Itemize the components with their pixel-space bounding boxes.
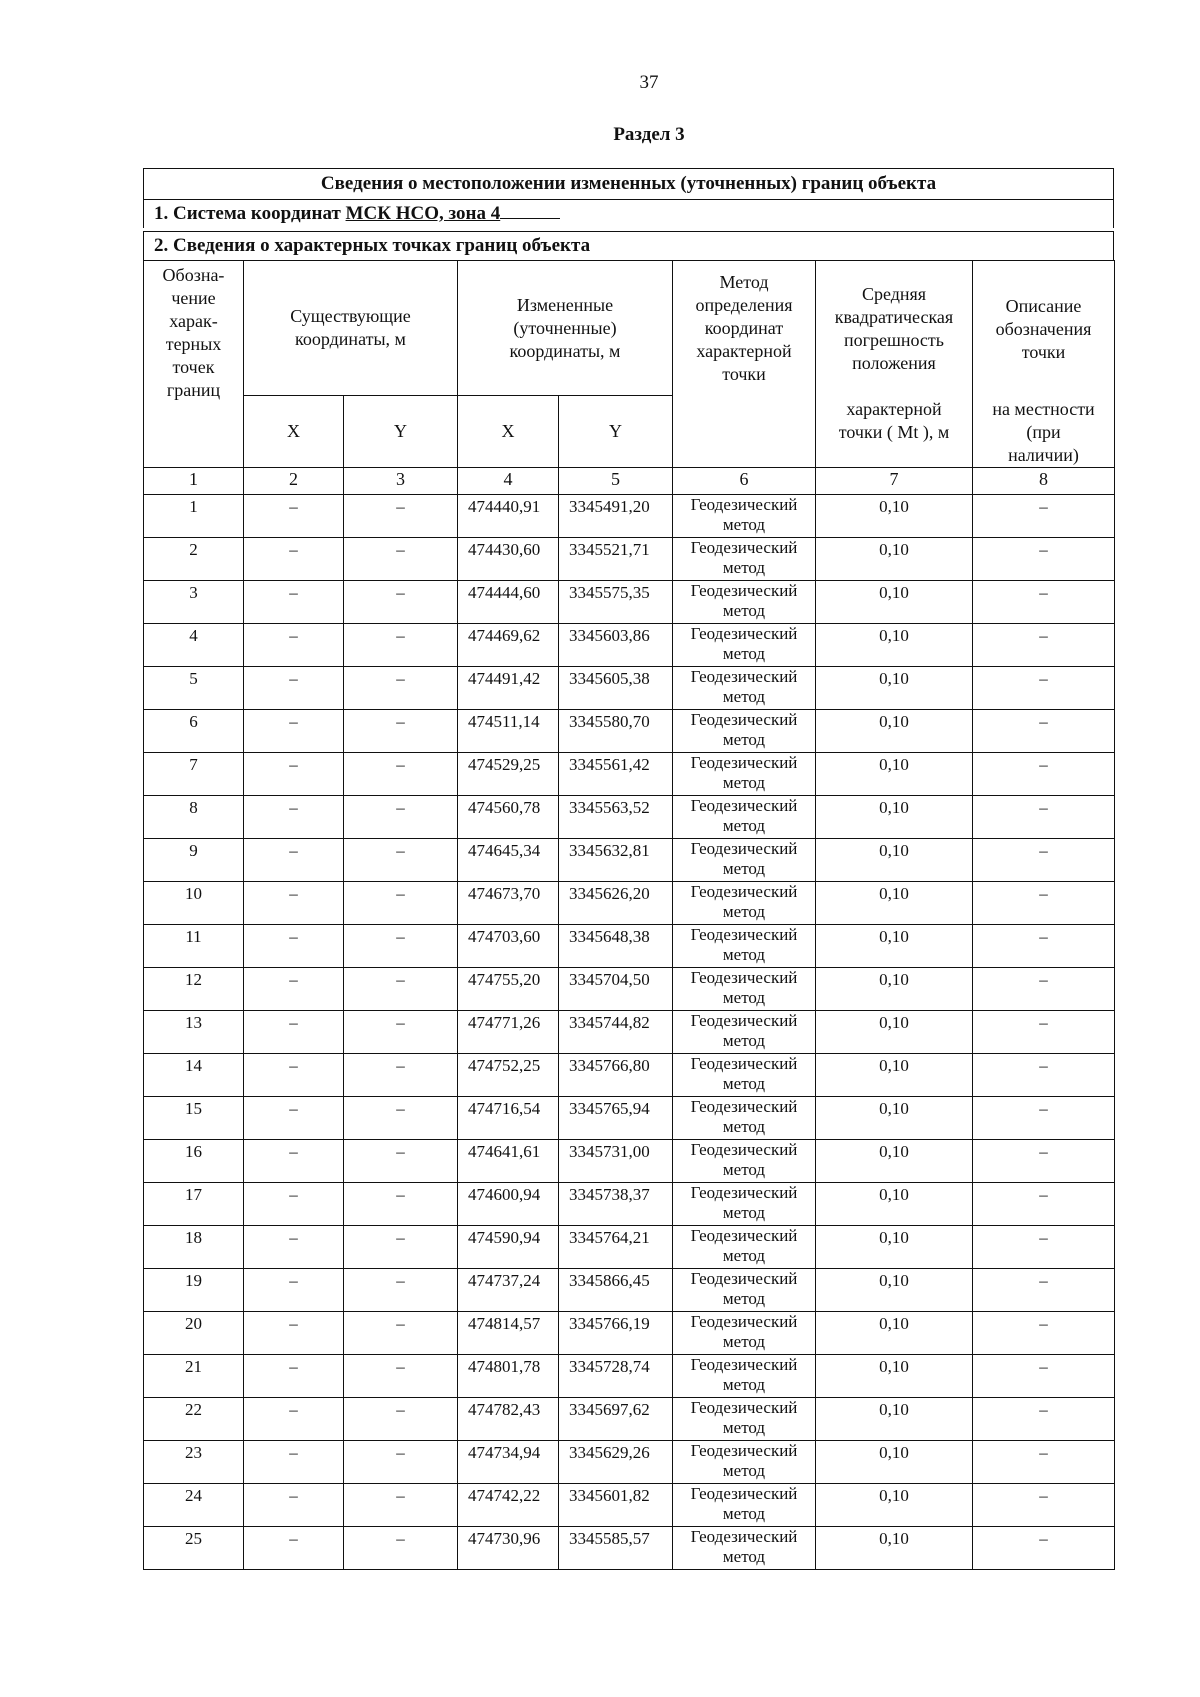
description-cell: – [973,1225,1115,1268]
changed-y-cell: 3345731,00 [559,1139,673,1182]
header-error-continued: характерной точки ( Mt ), м [816,396,973,468]
changed-y-cell: 3345603,86 [559,623,673,666]
changed-x-cell: 474600,94 [458,1182,559,1225]
existing-x-cell: – [244,881,344,924]
changed-y-cell: 3345561,42 [559,752,673,795]
description-cell: – [973,838,1115,881]
point-number-cell: 5 [144,666,244,709]
description-cell: – [973,1397,1115,1440]
existing-x-cell: – [244,580,344,623]
table-row [144,1311,1115,1354]
point-number-cell: 21 [144,1354,244,1397]
error-cell: 0,10 [816,1526,973,1569]
method-cell: Геодезический метод [673,967,816,1010]
description-cell: – [973,1182,1115,1225]
column-number: 6 [673,467,816,494]
existing-y-cell: – [344,1139,458,1182]
changed-y-cell: 3345626,20 [559,881,673,924]
error-cell: 0,10 [816,1397,973,1440]
column-number: 3 [344,467,458,494]
existing-y-cell: – [344,1053,458,1096]
changed-y-cell: 3345738,37 [559,1182,673,1225]
header-changed-y: Y [559,396,673,468]
point-number-cell: 8 [144,795,244,838]
point-number-cell: 10 [144,881,244,924]
point-number-cell: 23 [144,1440,244,1483]
method-cell: Геодезический метод [673,1483,816,1526]
description-cell: – [973,494,1115,537]
block-title: Сведения о местоположении измененных (уточненных) границ объекта [143,168,1114,199]
error-cell: 0,10 [816,1010,973,1053]
changed-y-cell: 3345728,74 [559,1354,673,1397]
existing-y-cell: – [344,494,458,537]
section-title: Раздел 3 [613,124,685,145]
description-cell: – [973,1483,1115,1526]
point-number-cell: 6 [144,709,244,752]
point-number-cell: 16 [144,1139,244,1182]
table-row [144,1354,1115,1397]
description-cell: – [973,666,1115,709]
table-row [144,1526,1115,1569]
description-cell: – [973,623,1115,666]
table-row [144,580,1115,623]
description-cell: – [973,537,1115,580]
page-number: 37 [639,72,659,93]
existing-y-cell: – [344,1268,458,1311]
changed-x-cell: 474737,24 [458,1268,559,1311]
error-cell: 0,10 [816,537,973,580]
existing-y-cell: – [344,1311,458,1354]
error-cell: 0,10 [816,1096,973,1139]
existing-y-cell: – [344,666,458,709]
error-cell: 0,10 [816,838,973,881]
changed-x-cell: 474814,57 [458,1311,559,1354]
method-cell: Геодезический метод [673,1139,816,1182]
error-cell: 0,10 [816,580,973,623]
changed-y-cell: 3345697,62 [559,1397,673,1440]
existing-x-cell: – [244,709,344,752]
point-number-cell: 15 [144,1096,244,1139]
point-number-cell: 3 [144,580,244,623]
existing-x-cell: – [244,1440,344,1483]
changed-x-cell: 474440,91 [458,494,559,537]
changed-y-cell: 3345765,94 [559,1096,673,1139]
column-number: 5 [559,467,673,494]
table-row [144,1096,1115,1139]
existing-y-cell: – [344,580,458,623]
existing-y-cell: – [344,881,458,924]
coordinate-system-prefix: 1. Система координат [154,203,346,224]
description-cell: – [973,1010,1115,1053]
changed-y-cell: 3345585,57 [559,1526,673,1569]
point-number-cell: 12 [144,967,244,1010]
changed-x-cell: 474716,54 [458,1096,559,1139]
method-cell: Геодезический метод [673,1268,816,1311]
changed-y-cell: 3345629,26 [559,1440,673,1483]
existing-x-cell: – [244,1182,344,1225]
changed-y-cell: 3345521,71 [559,537,673,580]
error-cell: 0,10 [816,1182,973,1225]
existing-x-cell: – [244,1053,344,1096]
table-row [144,967,1115,1010]
description-cell: – [973,709,1115,752]
description-cell: – [973,1440,1115,1483]
description-cell: – [973,580,1115,623]
existing-y-cell: – [344,1354,458,1397]
header-description: Описание обозначения точки [973,261,1115,396]
changed-x-cell: 474755,20 [458,967,559,1010]
changed-x-cell: 474444,60 [458,580,559,623]
method-cell: Геодезический метод [673,666,816,709]
point-number-cell: 20 [144,1311,244,1354]
column-number: 2 [244,467,344,494]
existing-x-cell: – [244,1225,344,1268]
method-cell: Геодезический метод [673,1397,816,1440]
changed-x-cell: 474529,25 [458,752,559,795]
existing-x-cell: – [244,537,344,580]
method-cell: Геодезический метод [673,537,816,580]
error-cell: 0,10 [816,623,973,666]
points-table [143,260,1115,1570]
error-cell: 0,10 [816,795,973,838]
point-number-cell: 18 [144,1225,244,1268]
header-changed-coordinates: Измененные (уточненные) координаты, м [458,261,673,396]
existing-y-cell: – [344,924,458,967]
error-cell: 0,10 [816,666,973,709]
changed-x-cell: 474469,62 [458,623,559,666]
underline-blank [500,200,560,219]
existing-x-cell: – [244,1483,344,1526]
points-title: 2. Сведения о характерных точках границ объекта [143,231,1114,260]
table-row [144,623,1115,666]
changed-y-cell: 3345580,70 [559,709,673,752]
column-numbers-row [144,467,1115,494]
error-cell: 0,10 [816,1354,973,1397]
existing-x-cell: – [244,795,344,838]
changed-x-cell: 474730,96 [458,1526,559,1569]
existing-x-cell: – [244,1096,344,1139]
existing-y-cell: – [344,795,458,838]
changed-x-cell: 474430,60 [458,537,559,580]
existing-y-cell: – [344,967,458,1010]
existing-x-cell: – [244,1354,344,1397]
changed-x-cell: 474673,70 [458,881,559,924]
description-cell: – [973,1311,1115,1354]
existing-y-cell: – [344,623,458,666]
changed-x-cell: 474771,26 [458,1010,559,1053]
changed-y-cell: 3345766,19 [559,1311,673,1354]
column-number: 4 [458,467,559,494]
coordinate-system-line [143,199,1114,228]
table-row [144,1483,1115,1526]
header-error: Средняя квадратическая погрешность положения [816,261,973,396]
existing-x-cell: – [244,1311,344,1354]
error-cell: 0,10 [816,967,973,1010]
method-cell: Геодезический метод [673,623,816,666]
table-row [144,1225,1115,1268]
description-cell: – [973,752,1115,795]
existing-y-cell: – [344,1397,458,1440]
point-number-cell: 7 [144,752,244,795]
point-number-cell: 2 [144,537,244,580]
error-cell: 0,10 [816,1268,973,1311]
error-cell: 0,10 [816,1483,973,1526]
error-cell: 0,10 [816,1440,973,1483]
existing-x-cell: – [244,1526,344,1569]
column-number: 1 [144,467,244,494]
existing-x-cell: – [244,752,344,795]
table-row [144,1182,1115,1225]
existing-y-cell: – [344,1526,458,1569]
existing-y-cell: – [344,752,458,795]
method-cell: Геодезический метод [673,752,816,795]
point-number-cell: 19 [144,1268,244,1311]
column-number: 7 [816,467,973,494]
existing-y-cell: – [344,537,458,580]
description-cell: – [973,1096,1115,1139]
existing-y-cell: – [344,1483,458,1526]
changed-x-cell: 474801,78 [458,1354,559,1397]
method-cell: Геодезический метод [673,838,816,881]
point-number-cell: 4 [144,623,244,666]
existing-y-cell: – [344,838,458,881]
method-cell: Геодезический метод [673,494,816,537]
error-cell: 0,10 [816,1225,973,1268]
existing-y-cell: – [344,709,458,752]
changed-x-cell: 474511,14 [458,709,559,752]
table-row [144,1010,1115,1053]
changed-y-cell: 3345704,50 [559,967,673,1010]
table-row [144,666,1115,709]
point-number-cell: 25 [144,1526,244,1569]
changed-y-cell: 3345601,82 [559,1483,673,1526]
error-cell: 0,10 [816,709,973,752]
point-number-cell: 14 [144,1053,244,1096]
method-cell: Геодезический метод [673,1225,816,1268]
changed-x-cell: 474734,94 [458,1440,559,1483]
point-number-cell: 24 [144,1483,244,1526]
method-cell: Геодезический метод [673,1526,816,1569]
header-existing-y: Y [344,396,458,468]
method-cell: Геодезический метод [673,1182,816,1225]
changed-x-cell: 474752,25 [458,1053,559,1096]
changed-y-cell: 3345575,35 [559,580,673,623]
description-cell: – [973,924,1115,967]
changed-x-cell: 474645,34 [458,838,559,881]
error-cell: 0,10 [816,494,973,537]
changed-x-cell: 474782,43 [458,1397,559,1440]
existing-x-cell: – [244,1010,344,1053]
changed-x-cell: 474491,42 [458,666,559,709]
header-description-continued: на местности (при наличии) [973,396,1115,468]
changed-y-cell: 3345866,45 [559,1268,673,1311]
point-number-cell: 11 [144,924,244,967]
existing-x-cell: – [244,967,344,1010]
description-cell: – [973,1053,1115,1096]
existing-x-cell: – [244,623,344,666]
table-row [144,494,1115,537]
description-cell: – [973,881,1115,924]
changed-x-cell: 474742,22 [458,1483,559,1526]
header-changed-x: X [458,396,559,468]
method-cell: Геодезический метод [673,1010,816,1053]
existing-x-cell: – [244,666,344,709]
table-row [144,537,1115,580]
table-row [144,709,1115,752]
existing-y-cell: – [344,1182,458,1225]
existing-y-cell: – [344,1440,458,1483]
point-number-cell: 13 [144,1010,244,1053]
table-row [144,924,1115,967]
error-cell: 0,10 [816,881,973,924]
method-cell: Геодезический метод [673,881,816,924]
existing-x-cell: – [244,1139,344,1182]
description-cell: – [973,1268,1115,1311]
description-cell: – [973,1526,1115,1569]
method-cell: Геодезический метод [673,1440,816,1483]
method-cell: Геодезический метод [673,1311,816,1354]
error-cell: 0,10 [816,1139,973,1182]
method-cell: Геодезический метод [673,924,816,967]
description-cell: – [973,967,1115,1010]
changed-x-cell: 474590,94 [458,1225,559,1268]
changed-y-cell: 3345744,82 [559,1010,673,1053]
point-number-cell: 9 [144,838,244,881]
changed-y-cell: 3345632,81 [559,838,673,881]
error-cell: 0,10 [816,1053,973,1096]
table-row [144,795,1115,838]
header-point-designation: Обозна- чение харак- терных точек границ [144,261,244,468]
existing-x-cell: – [244,838,344,881]
method-cell: Геодезический метод [673,1053,816,1096]
method-cell: Геодезический метод [673,795,816,838]
header-method: Метод определения координат характерной точки [673,261,816,468]
existing-x-cell: – [244,924,344,967]
method-cell: Геодезический метод [673,1354,816,1397]
existing-x-cell: – [244,494,344,537]
existing-y-cell: – [344,1096,458,1139]
error-cell: 0,10 [816,1311,973,1354]
changed-y-cell: 3345648,38 [559,924,673,967]
changed-y-cell: 3345605,38 [559,666,673,709]
table-row [144,1440,1115,1483]
existing-y-cell: – [344,1225,458,1268]
point-number-cell: 17 [144,1182,244,1225]
method-cell: Геодезический метод [673,580,816,623]
table-row [144,752,1115,795]
table-row [144,1268,1115,1311]
table-row [144,838,1115,881]
description-cell: – [973,1139,1115,1182]
description-cell: – [973,1354,1115,1397]
changed-y-cell: 3345764,21 [559,1225,673,1268]
coordinate-system-value: МСК НСО, зона 4 [345,203,501,224]
existing-y-cell: – [344,1010,458,1053]
column-number: 8 [973,467,1115,494]
method-cell: Геодезический метод [673,1096,816,1139]
error-cell: 0,10 [816,752,973,795]
changed-y-cell: 3345491,20 [559,494,673,537]
method-cell: Геодезический метод [673,709,816,752]
table-row [144,1053,1115,1096]
point-number-cell: 1 [144,494,244,537]
changed-x-cell: 474560,78 [458,795,559,838]
existing-x-cell: – [244,1397,344,1440]
table-row [144,1139,1115,1182]
description-cell: – [973,795,1115,838]
changed-y-cell: 3345766,80 [559,1053,673,1096]
table-row [144,881,1115,924]
point-number-cell: 22 [144,1397,244,1440]
header-existing-coordinates: Существующие координаты, м [244,261,458,396]
changed-x-cell: 474703,60 [458,924,559,967]
header-existing-x: X [244,396,344,468]
changed-y-cell: 3345563,52 [559,795,673,838]
existing-x-cell: – [244,1268,344,1311]
changed-x-cell: 474641,61 [458,1139,559,1182]
error-cell: 0,10 [816,924,973,967]
table-row [144,1397,1115,1440]
